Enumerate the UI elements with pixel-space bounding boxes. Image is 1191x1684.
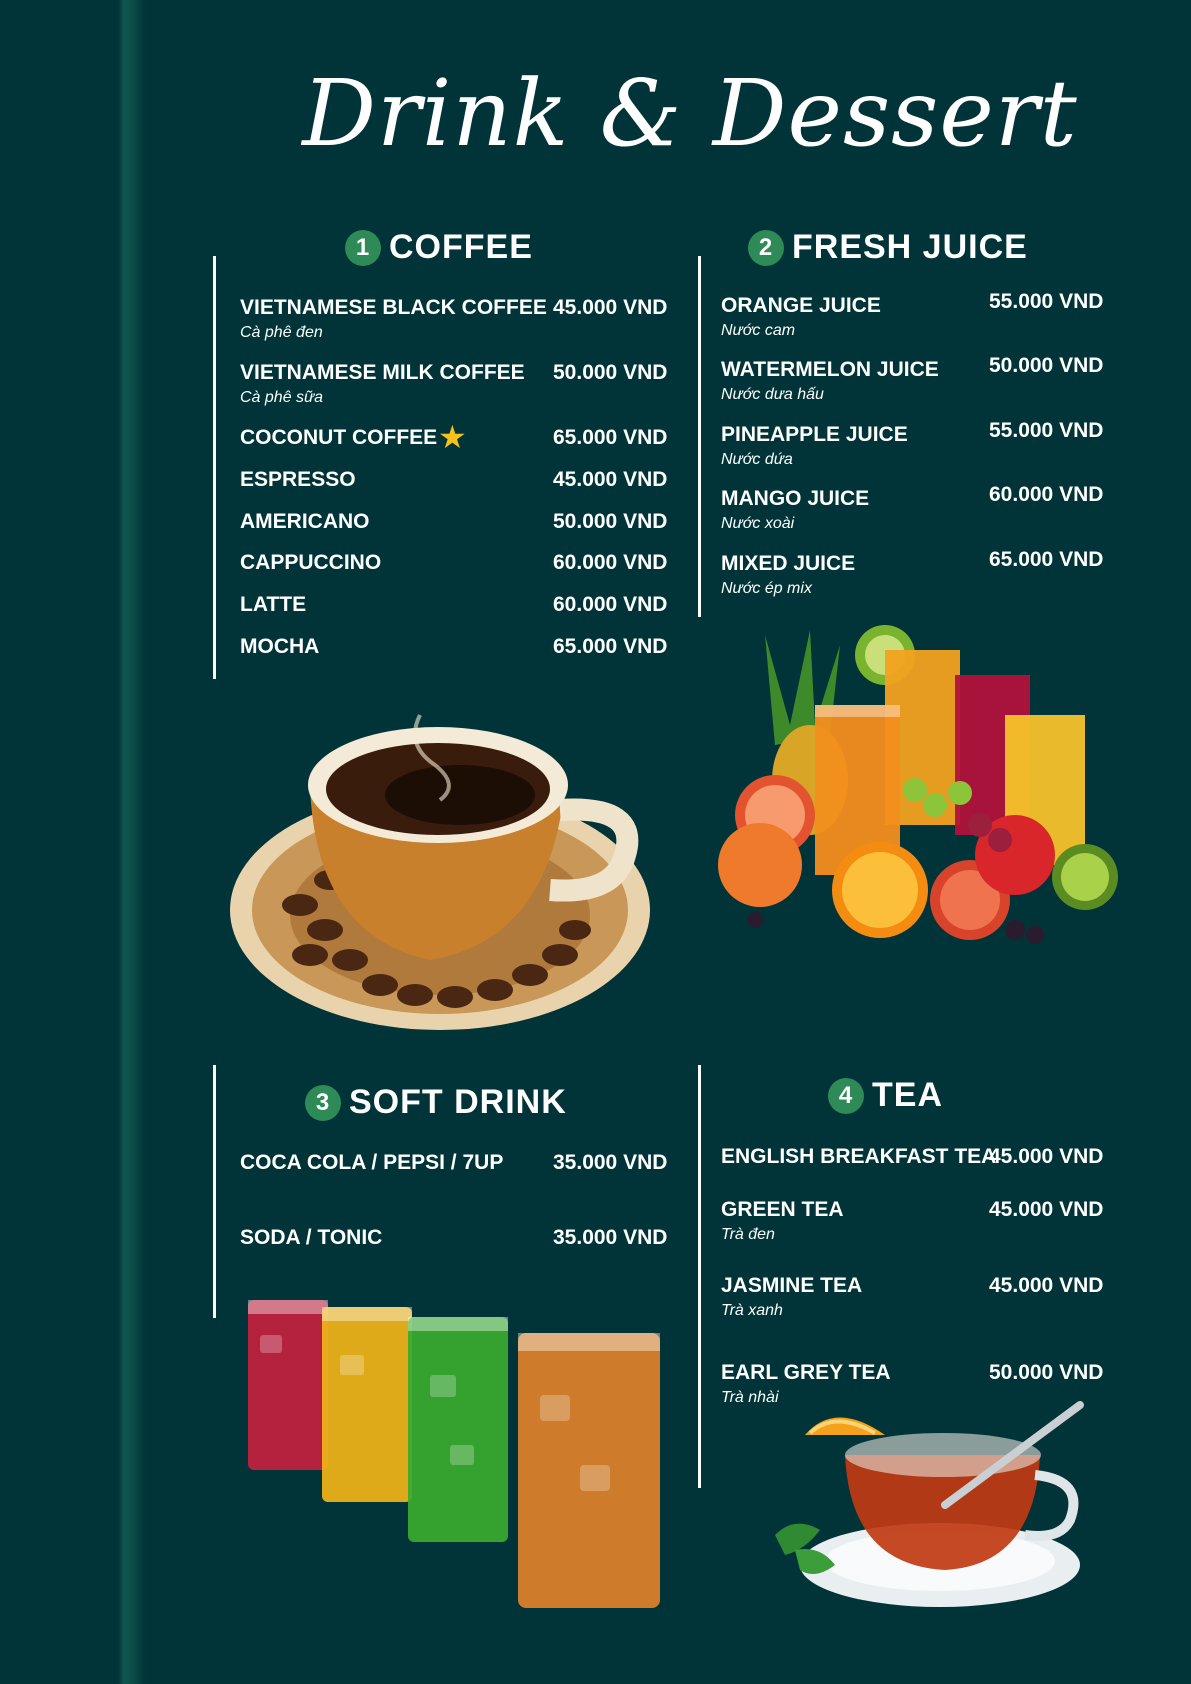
section-title: SOFT DRINK (349, 1083, 567, 1121)
item-price: 35.000 VND (553, 1151, 668, 1174)
item-price: 35.000 VND (553, 1226, 668, 1249)
item-name: WATERMELON JUICE (721, 358, 939, 381)
section-number-badge: 4 (828, 1078, 864, 1114)
item-name: AMERICANO (240, 510, 370, 533)
softdrink-divider (213, 1065, 216, 1318)
item-price: 45.000 VND (989, 1274, 1104, 1297)
item-subtitle: Cà phê sữa (240, 389, 324, 406)
item-name: CAPPUCCINO (240, 551, 382, 574)
item-name: MANGO JUICE (721, 487, 870, 510)
item-price: 45.000 VND (553, 296, 668, 319)
item-name: ENGLISH BREAKFAST TEA (721, 1145, 997, 1168)
tea-heading (828, 1076, 943, 1115)
item-name: JASMINE TEA (721, 1274, 863, 1297)
item-subtitle: Cà phê đen (240, 324, 323, 341)
tea-cup-image (775, 1395, 1095, 1615)
item-price: 60.000 VND (989, 483, 1104, 506)
item-name: LATTE (240, 593, 307, 616)
juice-heading (748, 228, 1028, 267)
item-price: 45.000 VND (989, 1145, 1104, 1168)
item-price: 60.000 VND (553, 593, 668, 616)
item-subtitle: Nước cam (721, 322, 796, 339)
item-name: PINEAPPLE JUICE (721, 423, 908, 446)
item-price: 50.000 VND (553, 361, 668, 384)
item-name: MIXED JUICE (721, 552, 856, 575)
item-price: 55.000 VND (989, 290, 1104, 313)
coffee-divider (213, 256, 216, 679)
item-price: 65.000 VND (553, 426, 668, 449)
section-title: COFFEE (389, 228, 533, 266)
item-subtitle: Nước xoài (721, 515, 795, 532)
item-subtitle: Trà nhài (721, 1389, 779, 1406)
section-title: TEA (872, 1076, 943, 1114)
menu-title: Drink & Dessert (302, 60, 1078, 167)
item-name: VIETNAMESE MILK COFFEE (240, 361, 525, 384)
item-subtitle: Trà đen (721, 1226, 775, 1243)
star-icon: ★ (438, 419, 467, 455)
section-title: FRESH JUICE (792, 228, 1028, 266)
item-price: 50.000 VND (553, 510, 668, 533)
tea-divider (698, 1065, 701, 1488)
item-name: GREEN TEA (721, 1198, 844, 1221)
item-price: 50.000 VND (989, 1361, 1104, 1384)
item-name: MOCHA (240, 635, 320, 658)
item-price: 50.000 VND (989, 354, 1104, 377)
item-name: SODA / TONIC (240, 1226, 383, 1249)
item-price: 45.000 VND (553, 468, 668, 491)
section-number-badge: 2 (748, 230, 784, 266)
fresh-juice-image (715, 615, 1125, 960)
page-spine (0, 0, 145, 1684)
section-number-badge: 1 (345, 230, 381, 266)
item-name: EARL GREY TEA (721, 1361, 891, 1384)
item-subtitle: Trà xanh (721, 1302, 783, 1319)
coffee-cup-image (230, 705, 670, 1065)
item-subtitle: Nước dứa (721, 451, 793, 468)
item-price: 45.000 VND (989, 1198, 1104, 1221)
item-name: ESPRESSO (240, 468, 356, 491)
item-subtitle: Nước dưa hấu (721, 386, 824, 403)
item-name: COCONUT COFFEE (240, 426, 438, 449)
coffee-heading (345, 228, 533, 267)
item-price: 55.000 VND (989, 419, 1104, 442)
item-subtitle: Nước ép mix (721, 580, 812, 597)
softdrink-heading (305, 1083, 567, 1122)
item-price: 65.000 VND (553, 635, 668, 658)
section-number-badge: 3 (305, 1085, 341, 1121)
item-name: COCA COLA / PEPSI / 7UP (240, 1151, 504, 1174)
item-name: ORANGE JUICE (721, 294, 881, 317)
soft-drink-glasses-image (240, 1295, 670, 1615)
juice-divider (698, 256, 701, 617)
item-name: VIETNAMESE BLACK COFFEE (240, 296, 547, 319)
item-price: 65.000 VND (989, 548, 1104, 571)
item-price: 60.000 VND (553, 551, 668, 574)
